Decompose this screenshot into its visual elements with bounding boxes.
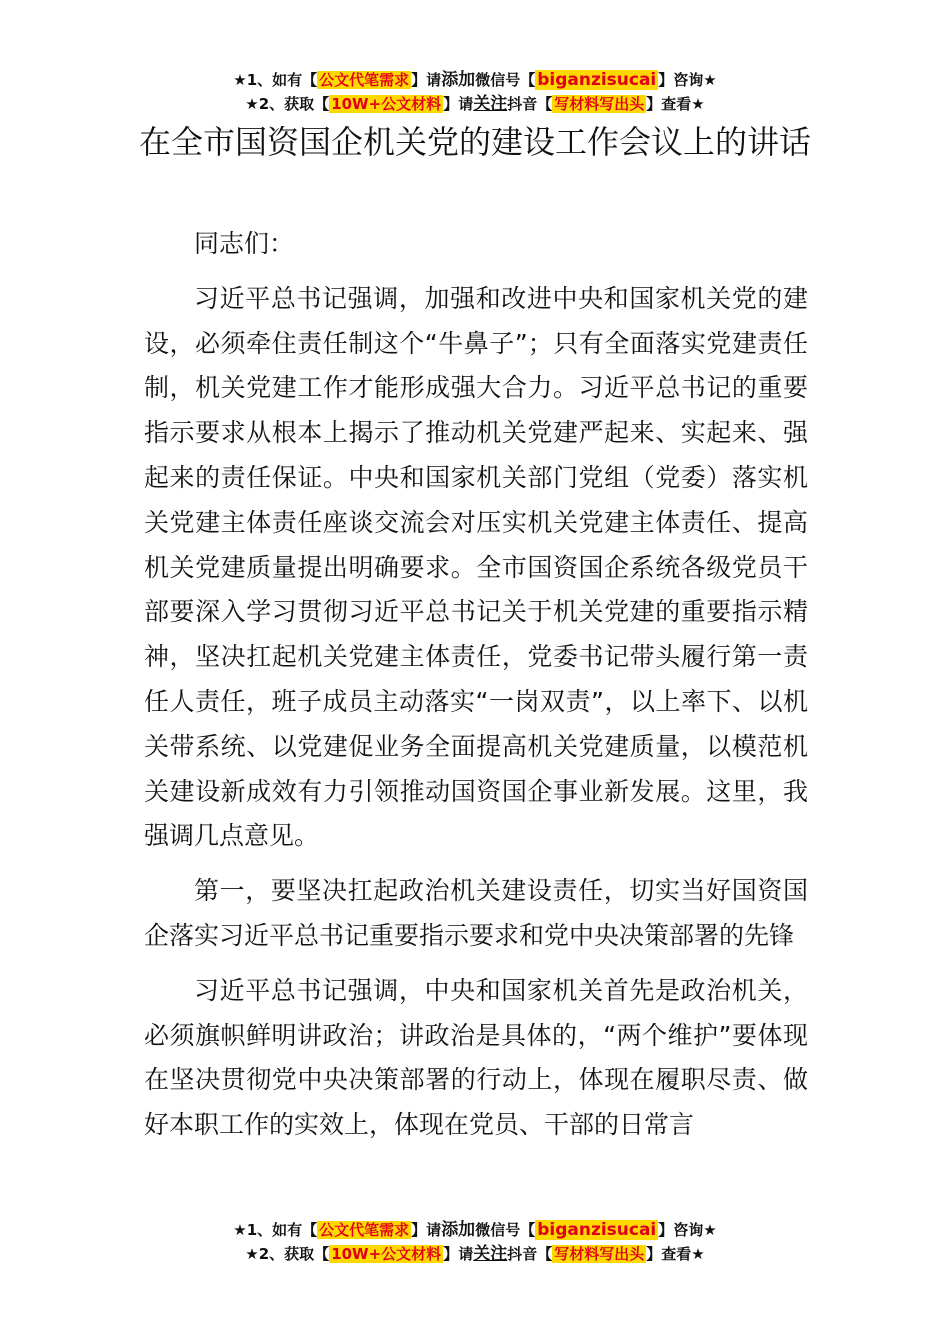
promo-banner-bottom xyxy=(0,1218,950,1266)
promo-text: 】请 xyxy=(443,95,474,113)
promo-emphasis: 关注 xyxy=(473,94,508,114)
promo-emphasis: 关注 xyxy=(473,1244,508,1264)
promo-emphasis: 添加 xyxy=(441,1220,476,1240)
paragraph: 习近平总书记强调，中央和国家机关首先是政治机关，必须旗帜鲜明讲政治；讲政治是具体的，“两个维护”要体现在坚决贯彻党中央决策部署的行动上，体现在履职尽责、做好本职工作的实效上，体现在党员、干部的日常言 xyxy=(144,975,808,1140)
promo-text: 】查看★ xyxy=(646,95,705,113)
promo-line-2 xyxy=(0,1242,950,1266)
promo-text: ★1、如有【 xyxy=(233,71,318,89)
promo-text: 】咨询★ xyxy=(658,71,717,89)
promo-text: 微信号【 xyxy=(475,1221,536,1239)
promo-text: 】请 xyxy=(411,71,442,89)
promo-highlight: 公文代笔需求 xyxy=(319,1221,410,1239)
promo-line-1 xyxy=(0,68,950,92)
greeting: 同志们： xyxy=(194,229,295,258)
promo-text: 】咨询★ xyxy=(658,1221,717,1239)
promo-banner-top xyxy=(0,68,950,116)
promo-highlight: biganzisucai xyxy=(537,70,657,90)
paragraph: 习近平总书记强调，加强和改进中央和国家机关党的建设，必须牵住责任制这个“牛鼻子”；只有全面落实党建责任制，机关党建工作才能形成强大合力。习近平总书记的重要指示要求从根本上揭示了推动机关党建严起来、实起来、强起来的责任保证。中央和国家机关部门党组（党委）落实机关党建主体责任座谈交流会对压实机关党建主体责任、提高机关党建质量提出明确要求。全市国资国企系统各级党员干部要深入学习贯彻习近平总书记关于机关党建的重要指示精神，坚决扛起机关党建主体责任，党委书记带头履行第一责任人责任，班子成员主动落实“一岗双责”，以上率下、以机关带系统、以党建促业务全面提高机关党建质量，以模范机关建设新成效有力引领推动国资国企事业新发展。这里，我强调几点意见。 xyxy=(144,283,808,851)
promo-text: ★1、如有【 xyxy=(233,1221,318,1239)
document-title: 在全市国资国企机关党的建设工作会议上的讲话 xyxy=(138,123,811,161)
promo-line-1 xyxy=(0,1218,950,1242)
section-heading: 第一，要坚决扛起政治机关建设责任，切实当好国资国企落实习近平总书记重要指示要求和党中央决策部署的先锋 xyxy=(144,876,808,950)
promo-text: 微信号【 xyxy=(475,71,536,89)
promo-emphasis: 添加 xyxy=(441,70,476,90)
promo-text: 抖音【 xyxy=(507,1245,553,1263)
promo-text: 】请 xyxy=(411,1221,442,1239)
promo-highlight: 写材料写出头 xyxy=(554,95,645,113)
promo-text: 】查看★ xyxy=(646,1245,705,1263)
promo-text: ★2、获取【 xyxy=(245,95,330,113)
promo-highlight: 10W+公文材料 xyxy=(331,1245,442,1263)
promo-line-2 xyxy=(0,92,950,116)
promo-text: 】请 xyxy=(443,1245,474,1263)
document-body xyxy=(144,222,808,1158)
promo-highlight: 10W+公文材料 xyxy=(331,95,442,113)
promo-text: ★2、获取【 xyxy=(245,1245,330,1263)
promo-highlight: biganzisucai xyxy=(537,1220,657,1240)
promo-highlight: 公文代笔需求 xyxy=(319,71,410,89)
promo-text: 抖音【 xyxy=(507,95,553,113)
promo-highlight: 写材料写出头 xyxy=(554,1245,645,1263)
